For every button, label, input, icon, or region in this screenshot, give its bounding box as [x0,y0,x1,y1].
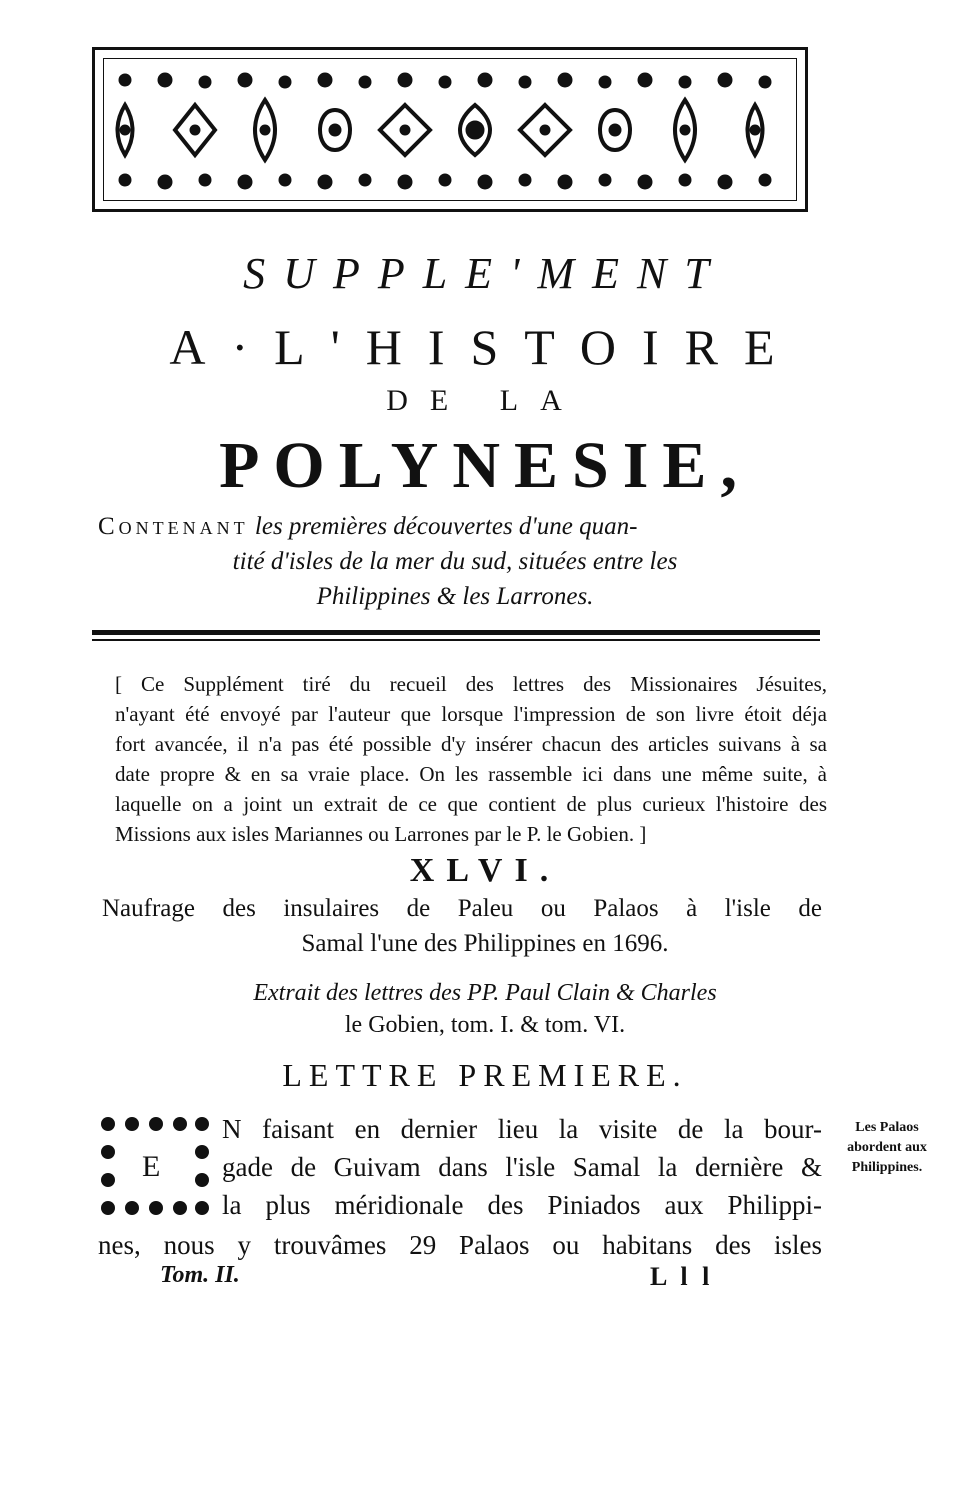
note-line: [ Ce Supplément tiré du recueil des lettres des Missionaires Jésuites, [115,672,827,696]
footer-tome: Tom. II. [160,1262,240,1288]
ornamental-header-band [92,47,808,212]
dropcap-ornament [96,1112,214,1220]
dropcap-letter: E [142,1150,161,1183]
body-line: N faisant en dernier lieu la visite de la bour- [222,1114,822,1144]
floral-ornament-icon [105,60,795,200]
contenant-lead: Contenant [98,513,249,540]
title-polynesie: POLYNESIE, [219,429,751,502]
contenant-line-3: Philippines & les Larrones. [316,583,594,610]
title-supplement: SUPPLE'MENT [243,249,727,298]
note-line: laquelle on a joint un extrait de ce que contient de plus curieux l'histoire des [115,792,827,816]
divider-thin [92,639,820,641]
title-de-la: DE LA [386,384,584,417]
body-line: la plus méridionale des Piniados aux Philippi- [222,1190,822,1220]
contenant-line-1 [98,510,818,544]
note-line: Missions aux isles Mariannes ou Larrones par le P. le Gobien. ] [115,822,647,846]
marginal-note-line: Philippines. [851,1160,923,1175]
title-histoire: A·L'HISTOIRE [169,319,801,375]
contenant-line-2: tité d'isles de la mer du sud, situées entre les [232,548,678,575]
section-title-line-1: Naufrage des insulaires de Paleu ou Palaos à l'isle de [102,895,822,922]
extrait-line-1: Extrait des lettres des PP. Paul Clain & Charles [253,980,717,1006]
marginal-note-line: abordent aux [847,1140,927,1155]
marginal-note [832,1118,942,1178]
note-line: date propre & en sa vraie place. On les rassemble ici dans une même suite, à [115,762,827,786]
body-line: nes, nous y trouvâmes 29 Palaos ou habitans des isles [98,1230,822,1260]
divider-thick [92,630,820,635]
letter-heading: LETTRE PREMIERE. [282,1057,688,1093]
body-line: gade de Guivam dans l'isle Samal la dernière & [222,1152,822,1182]
marginal-note-line: Les Palaos [855,1120,919,1135]
note-line: n'ayant été envoyé par l'auteur que lorsque l'impression de son livre étoit déja [115,702,827,726]
note-line: fort avancée, il n'a pas été possible d'y insérer chacun des articles suivans à sa [115,732,827,756]
contenant-line-1-rest: les premières découvertes d'une quan- [254,513,638,540]
footer-signature: L l l [650,1262,714,1291]
extrait-line-2: le Gobien, tom. I. & tom. VI. [344,1012,626,1038]
section-title-line-2: Samal l'une des Philippines en 1696. [301,930,669,957]
section-number: XLVI. [409,852,561,889]
